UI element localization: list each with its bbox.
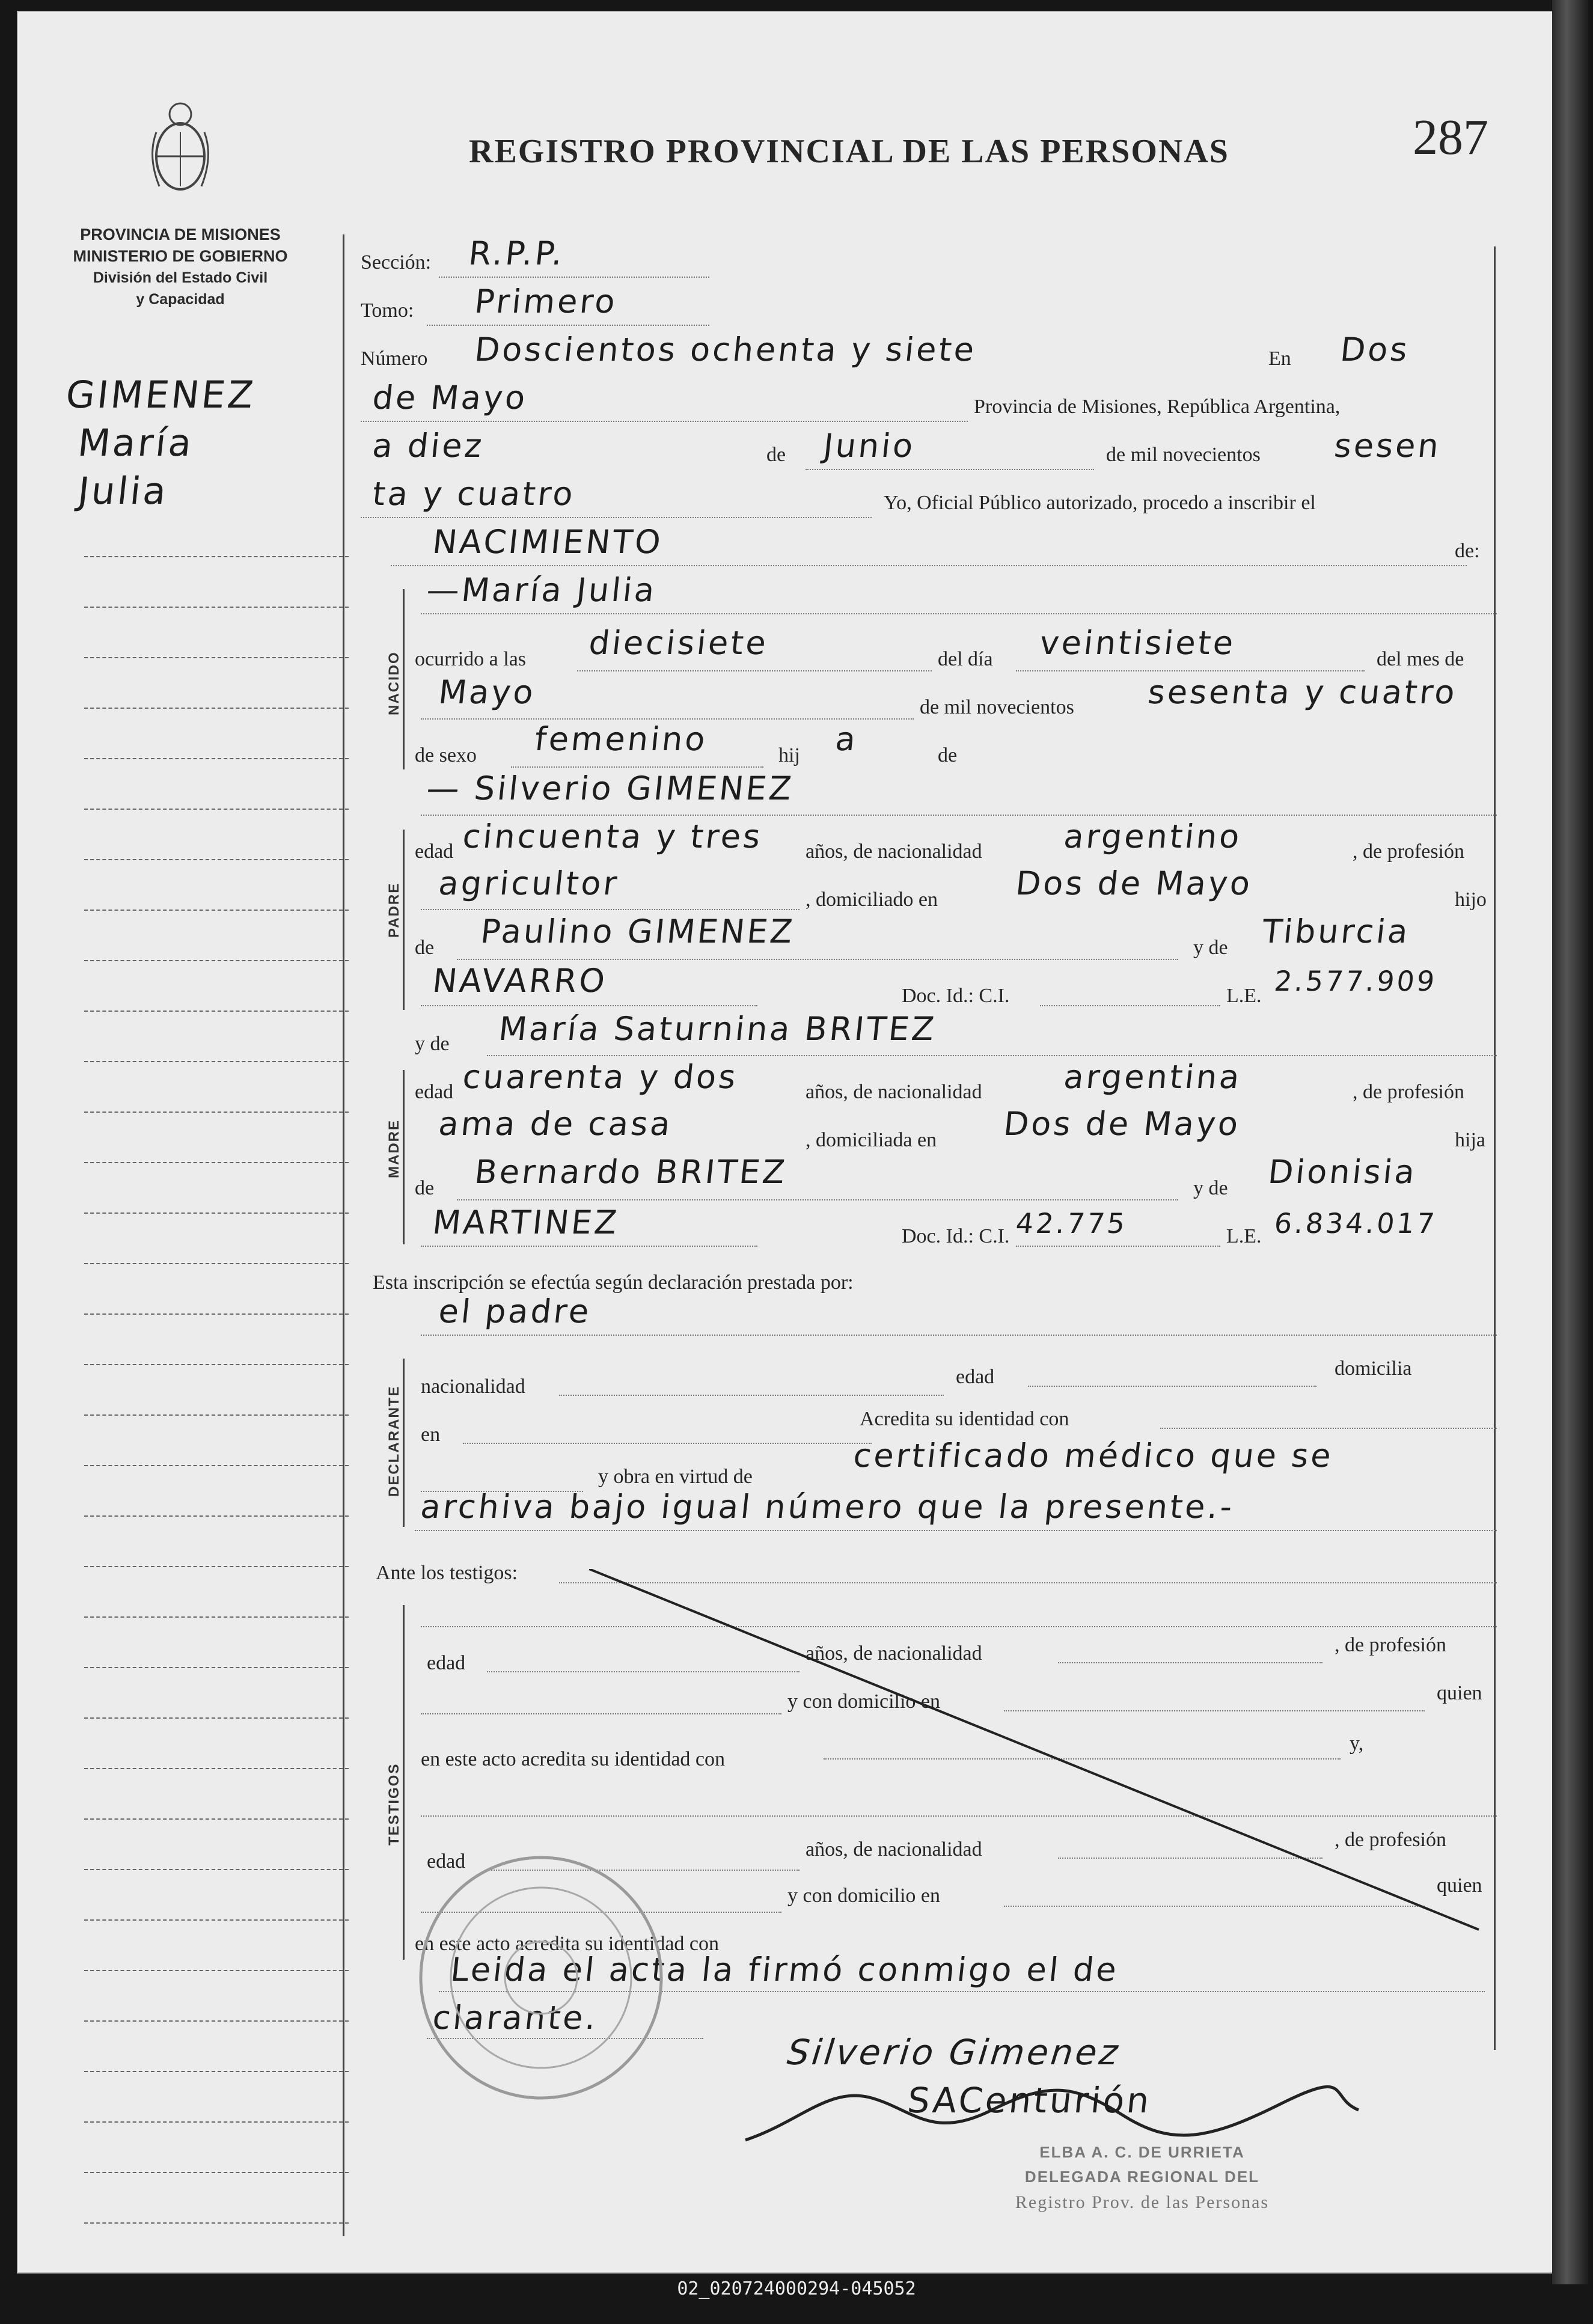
margin-divider <box>343 234 344 2236</box>
year-label: de mil novecientos <box>1106 444 1261 466</box>
margin-ruled-line <box>84 1313 349 1315</box>
margin-ruled-line <box>84 859 349 860</box>
madre-hija-label: hija <box>1455 1129 1485 1151</box>
register-page <box>17 11 1557 2274</box>
day-de-label: de <box>766 444 786 466</box>
hij-label: hij <box>778 744 800 766</box>
coat-of-arms-icon <box>144 96 216 204</box>
testigo2-profesion-label: , de profesión <box>1335 1829 1447 1851</box>
margin-ruled-line <box>84 1364 349 1365</box>
month-value: Junio <box>821 427 917 465</box>
margin-ruled-line <box>84 1112 349 1113</box>
closing-text-2: clarante. <box>430 1999 601 2037</box>
declarante-nacionalidad-label: nacionalidad <box>421 1375 525 1398</box>
madre-doc-label: Doc. Id.: C.I. <box>902 1225 1010 1247</box>
testigo1-acredita-label: en este acto acredita su identidad con <box>421 1748 725 1770</box>
declarante-acredita-label: Acredita su identidad con <box>860 1408 1069 1430</box>
tomo-value: Primero <box>472 283 620 320</box>
padre-le-label: L.E. <box>1226 985 1262 1007</box>
sexo-label: de sexo <box>415 744 477 766</box>
margin-ruled-line <box>84 1970 349 1971</box>
padre-doc-label: Doc. Id.: C.I. <box>902 985 1010 1007</box>
padre-edad-label: edad <box>415 840 454 863</box>
madre-de-label: de <box>415 1177 435 1199</box>
testigo1-profesion-label: , de profesión <box>1335 1634 1447 1656</box>
margin-ruled-line <box>84 2222 349 2224</box>
numero-value: Doscientos ochenta y siete <box>472 331 979 368</box>
madre-section-label: MADRE <box>386 1119 402 1178</box>
madre-domiciliada-label: , domiciliada en <box>806 1129 937 1151</box>
ministry-name: MINISTERIO DE GOBIERNO <box>73 247 288 265</box>
declarante-domicilia-label: domicilia <box>1335 1357 1412 1380</box>
padre-y-de-label: y de <box>1193 937 1228 959</box>
seccion-label: Sección: <box>361 251 432 274</box>
margin-ruled-line <box>84 708 349 709</box>
mother-full-name: María Saturnina BRITEZ <box>497 1010 938 1048</box>
margin-ruled-line <box>84 960 349 961</box>
maternal-grandfather: Bernardo BRITEZ <box>472 1153 789 1191</box>
closing-text-1: Leida el acta la firmó conmigo el de <box>448 1951 1121 1989</box>
oficial-text: Yo, Oficial Público autorizado, procedo a inscribir el <box>884 492 1316 514</box>
madre-profesion-label: , de profesión <box>1353 1081 1465 1103</box>
right-frame <box>1494 246 1496 2050</box>
registrar-stamp <box>962 2143 1322 2213</box>
tomo-label: Tomo: <box>361 299 414 322</box>
declarant-signature: Silverio Gimenez <box>785 2032 1122 2073</box>
sexo-value: femenino <box>533 720 709 758</box>
declarante-intro: Esta inscripción se efectúa según declaración prestada por: <box>373 1271 854 1294</box>
de-colon: de: <box>1455 540 1480 562</box>
paternal-grandfather: Paulino GIMENEZ <box>479 913 797 950</box>
en-value-1: Dos <box>1338 331 1412 368</box>
birth-month-value: Mayo <box>436 673 537 711</box>
madre-le-value: 6.834.017 <box>1273 1207 1439 1240</box>
margin-ruled-line <box>84 1263 349 1264</box>
padre-nacionalidad-value: argentino <box>1062 818 1244 855</box>
margin-ruled-line <box>84 1566 349 1567</box>
hij-value: a <box>833 720 860 758</box>
padre-profesion-value: agricultor <box>436 864 622 902</box>
margin-ruled-line <box>84 758 349 759</box>
madre-edad-label: edad <box>415 1081 454 1103</box>
padre-domicilio-value: Dos de Mayo <box>1014 864 1255 902</box>
margin-ruled-line <box>84 657 349 658</box>
padre-profesion-label: , de profesión <box>1353 840 1465 863</box>
province-name: PROVINCIA DE MISIONES <box>80 225 281 243</box>
madre-ci-value: 42.775 <box>1014 1207 1129 1240</box>
madre-anos-label: años, de nacionalidad <box>806 1081 982 1103</box>
margin-ruled-line <box>84 1667 349 1668</box>
hour-value: diecisiete <box>587 624 771 662</box>
official-signature: SACenturión <box>905 2080 1154 2121</box>
margin-ruled-line <box>84 1717 349 1719</box>
paternal-grandmother-2: NAVARRO <box>430 962 610 1000</box>
madre-le-label: L.E. <box>1226 1225 1262 1247</box>
margin-ruled-line <box>84 1162 349 1163</box>
seccion-value: R.P.P. <box>466 234 567 272</box>
division-line-2: y Capacidad <box>136 291 225 308</box>
del-mes-label: del mes de <box>1377 648 1464 670</box>
declarante-value: el padre <box>436 1292 593 1330</box>
testigo2-domicilio-label: y con domicilio en <box>787 1885 941 1907</box>
padre-section-label: PADRE <box>386 882 402 938</box>
act-number: 287 <box>1413 109 1488 165</box>
margin-ruled-line <box>84 1414 349 1416</box>
birth-year-value: sesenta y cuatro <box>1146 673 1460 711</box>
margin-second-name: Julia <box>76 469 171 513</box>
margin-ruled-line <box>84 1869 349 1870</box>
nacido-section-label: NACIDO <box>386 651 402 715</box>
margin-ruled-line <box>84 2121 349 2123</box>
stamp-line-3: Registro Prov. de las Personas <box>1015 2192 1270 2212</box>
margin-ruled-line <box>84 1515 349 1517</box>
father-full-name: — Silverio GIMENEZ <box>424 769 796 807</box>
image-id-footer: 02_020724000294-045052 <box>677 2278 916 2299</box>
del-dia-label: del día <box>938 648 993 670</box>
padre-anos-label: años, de nacionalidad <box>806 840 982 863</box>
year-value-2: ta y cuatro <box>370 475 578 513</box>
margin-ruled-line <box>84 1616 349 1618</box>
page-title: REGISTRO PROVINCIAL DE LAS PERSONAS <box>469 133 1229 170</box>
provincia-text: Provincia de Misiones, República Argentina, <box>974 396 1341 418</box>
padre-domiciliado-label: , domiciliado en <box>806 888 938 911</box>
margin-ruled-line <box>84 2020 349 2022</box>
act-type: NACIMIENTO <box>430 523 665 561</box>
margin-ruled-line <box>84 2172 349 2173</box>
testigo2-quien-label: quien <box>1437 1874 1482 1897</box>
en-value-2: de Mayo <box>370 379 530 417</box>
declarante-section-label: DECLARANTE <box>386 1385 402 1497</box>
maternal-grandmother-2: MARTINEZ <box>430 1203 621 1241</box>
testigos-intro: Ante los testigos: <box>376 1562 518 1584</box>
ocurrido-label: ocurrido a las <box>415 648 527 670</box>
margin-ruled-line <box>84 2071 349 2072</box>
declarante-obra-label: y obra en virtud de <box>598 1466 753 1488</box>
testigo1-quien-label: quien <box>1437 1682 1482 1704</box>
margin-ruled-line <box>84 1212 349 1214</box>
day-value: a diez <box>370 427 486 465</box>
declarante-obra-value-2: archiva bajo igual número que la presente.- <box>418 1488 1237 1526</box>
madre-domicilio-value: Dos de Mayo <box>1001 1105 1243 1143</box>
margin-ruled-line <box>84 910 349 911</box>
madre-profesion-value: ama de casa <box>436 1105 674 1143</box>
testigo2-anos-label: años, de nacionalidad <box>806 1838 982 1861</box>
testigo2-edad-label: edad <box>427 1850 466 1873</box>
margin-ruled-line <box>84 607 349 608</box>
nacido-name: —María Julia <box>424 571 659 609</box>
padre-de-label: de <box>415 937 435 959</box>
en-label: En <box>1268 347 1291 370</box>
margin-ruled-line <box>84 556 349 557</box>
nacido-de-label: de <box>938 744 958 766</box>
stamp-line-2: DELEGADA REGIONAL DEL <box>1024 2168 1260 2186</box>
numero-label: Número <box>361 347 428 370</box>
madre-nacionalidad-value: argentina <box>1062 1058 1244 1096</box>
madre-edad-value: cuarenta y dos <box>460 1058 740 1096</box>
testigo1-domicilio-label: y con domicilio en <box>787 1690 941 1713</box>
margin-surname: GIMENEZ <box>64 373 258 417</box>
maternal-grandmother-1: Dionisia <box>1266 1153 1419 1191</box>
cancellation-line <box>589 1569 1491 1942</box>
declarante-en-label: en <box>421 1423 441 1446</box>
margin-ruled-line <box>84 1011 349 1012</box>
margin-ruled-line <box>84 809 349 810</box>
padre-hijo-label: hijo <box>1455 888 1487 911</box>
testigos-section-label: TESTIGOS <box>386 1763 402 1845</box>
official-seal-icon <box>409 1845 673 2110</box>
testigo1-anos-label: años, de nacionalidad <box>806 1642 982 1665</box>
testigo1-edad-label: edad <box>427 1652 466 1674</box>
year-value-1: sesen <box>1332 427 1443 465</box>
testigo1-y-label: y, <box>1350 1732 1364 1755</box>
book-binding <box>1552 0 1588 2284</box>
margin-ruled-line <box>84 1768 349 1769</box>
madre-y-de-label: y de <box>415 1033 450 1055</box>
madre-y-de-label2: y de <box>1193 1177 1228 1199</box>
stamp-line-1: ELBA A. C. DE URRIETA <box>1039 2143 1245 2161</box>
issuer-block <box>42 224 319 310</box>
padre-edad-value: cincuenta y tres <box>460 818 765 855</box>
division-line-1: División del Estado Civil <box>93 269 268 286</box>
declarante-obra-value-1: certificado médico que se <box>851 1437 1336 1475</box>
margin-ruled-line <box>84 1818 349 1820</box>
birth-year-label: de mil novecientos <box>920 696 1074 718</box>
margin-first-name: María <box>76 421 197 465</box>
paternal-grandmother-1: Tiburcia <box>1260 913 1412 950</box>
testigo2-acredita-label: en este acto acredita su identidad con <box>415 1933 719 1955</box>
declarante-edad-label: edad <box>956 1366 995 1388</box>
margin-ruled-line <box>84 1465 349 1466</box>
margin-ruled-line <box>84 1919 349 1921</box>
padre-le-value: 2.577.909 <box>1273 965 1439 997</box>
margin-ruled-line <box>84 1061 349 1062</box>
day-value: veintisiete <box>1038 624 1238 662</box>
